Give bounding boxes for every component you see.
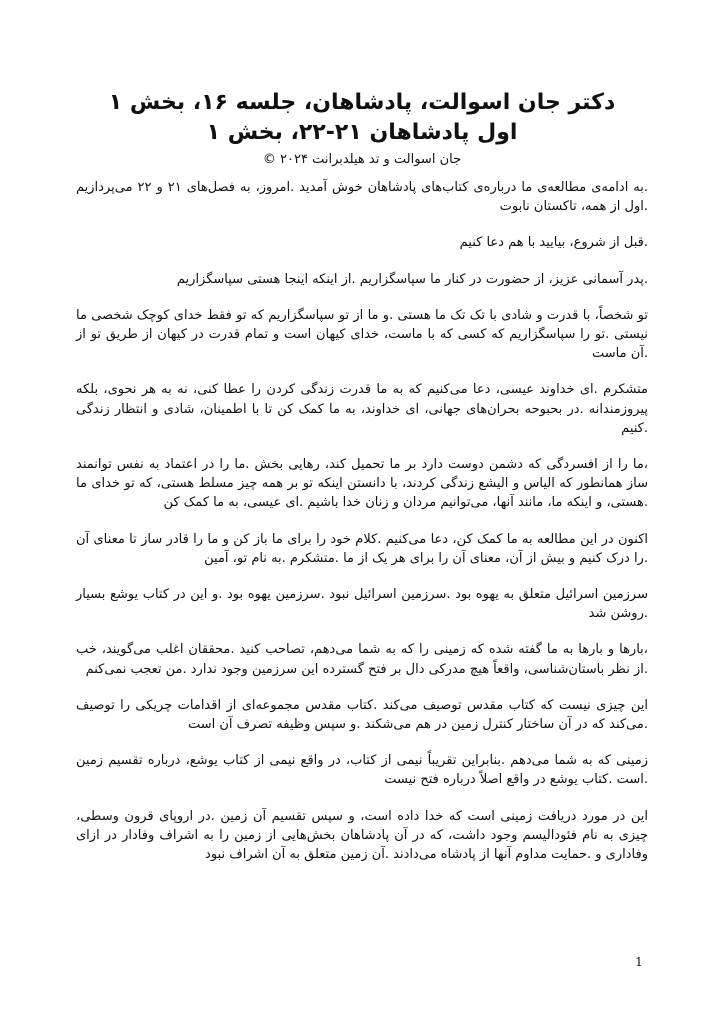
paragraph: .به ادامه‌ی مطالعه‌ی ما درباره‌ی کتاب‌های پادشاهان خوش آمدید .امروز، به فصل‌های ۲۱ و ۲۲ می‌پردازیم .اول از همه، تاکستان نابوت (76, 180, 649, 215)
paragraph: تو شخصاً، با قدرت و شادی با تک تک ما هستی .و ما از تو سپاسگزاریم که تو فقط خدای کوچک شخصی ما نیستی .تو را سپاسگزاریم که کسی که با ماست، خدای کیهان است و تمام قدرت در کیهان از طریق تو از .آن ماست (76, 307, 648, 362)
paragraph: زمینی که به شما می‌دهم .بنابراین تقریباً نیمی از کتاب، در واقع نیمی از کتاب یوشع، درباره تقسیم زمین .است .کتاب یوشع در واقع اصلاً درباره فتح نیست (76, 753, 648, 788)
document-header (80, 88, 644, 170)
title-line-1: دکتر جان اسوالت، پادشاهان، جلسه ۱۶، بخش ۱ (108, 90, 616, 115)
paragraph: این در مورد دریافت زمینی است که خدا داده است، و سپس تقسیم آن زمین .در اروپای قرون وسطی، چیزی به نام فئودالیسم وجود داشت، که در آن پادشاهان بخش‌هایی از زمین را به اشراف وفادار در ازای وفاداری و .حمایت مداوم آنها از پادشاه می‌دادند .آن زمین متعلق به آن اشراف نبود (76, 808, 648, 863)
paragraph: سرزمین اسرائیل متعلق به یهوه بود .سرزمین اسرائیل نبود .سرزمین یهوه بود .و این در کتاب یوشع بسیار .روشن شد (76, 587, 648, 622)
paragraph: .پدر آسمانی عزیز، از حضورت در کنار ما سپاسگزاریم .از اینکه اینجا هستی سپاسگزاریم (176, 271, 648, 287)
paragraph: متشکرم .ای خداوند عیسی، دعا می‌کنیم که به ما قدرت زندگی کردن را عطا کنی، نه به هر نحوی، بلکه پیروزمندانه .در بحبوحه بحران‌های جهانی، ای خداوند، به ما کمک کن تا با اطمینان، شادی و انتظار زندگی .کنیم (76, 382, 648, 436)
copyright-line: جان اسوالت و تد هیلدبرانت ۲۰۲۴ © (262, 152, 462, 167)
document-body (76, 178, 648, 881)
title-line-2: اول پادشاهان ۲۱-۲۲، بخش ۱ (206, 120, 518, 145)
paragraph: اکنون در این مطالعه به ما کمک کن، دعا می‌کنیم .کلام خود را برای ما باز کن و ما را قادر ساز تا معنای آن .را درک کنیم و بیش از آن، معنای آن را برای هر یک از ما .متشکرم .به نام تو، آمین (76, 531, 648, 566)
paragraph: ،ما را از افسردگی که دشمن دوست دارد بر ما تحمیل کند، رهایی بخش .ما را در اعتماد به نفس توانمند ساز همانطور که الیاس و الیشع زندگی کردند، با دانستن اینکه تو بر همه چیز مسلط هستی، که تو خدای ما .هستی، و اینکه ما، مانند آنها، می‌توانیم مردان و زنان خدا باشیم .ای عیسی، به ما کمک کن (76, 457, 648, 511)
paragraph: ،بارها و بارها به ما گفته شده که زمینی را که به شما می‌دهم، تصاحب کنید .محققان اغلب می‌گویند، خب .از نظر باستان‌شناسی، واقعاً هیچ مدرکی دال بر فتح گسترده این سرزمین وجود ندارد .من تعجب نمی‌کنم (76, 642, 648, 677)
paragraph: .قبل از شروع، بیایید با هم دعا کنیم (459, 235, 648, 251)
page-number: 1 (635, 955, 643, 969)
paragraph: این چیزی نیست که کتاب مقدس توصیف می‌کند .کتاب مقدس مجموعه‌ای از اقدامات چریکی را توصیف .می‌کند که در آن ساختار کنترل زمین در هم می‌شکند .و سپس وظیفه تصرف آن است (76, 697, 648, 733)
